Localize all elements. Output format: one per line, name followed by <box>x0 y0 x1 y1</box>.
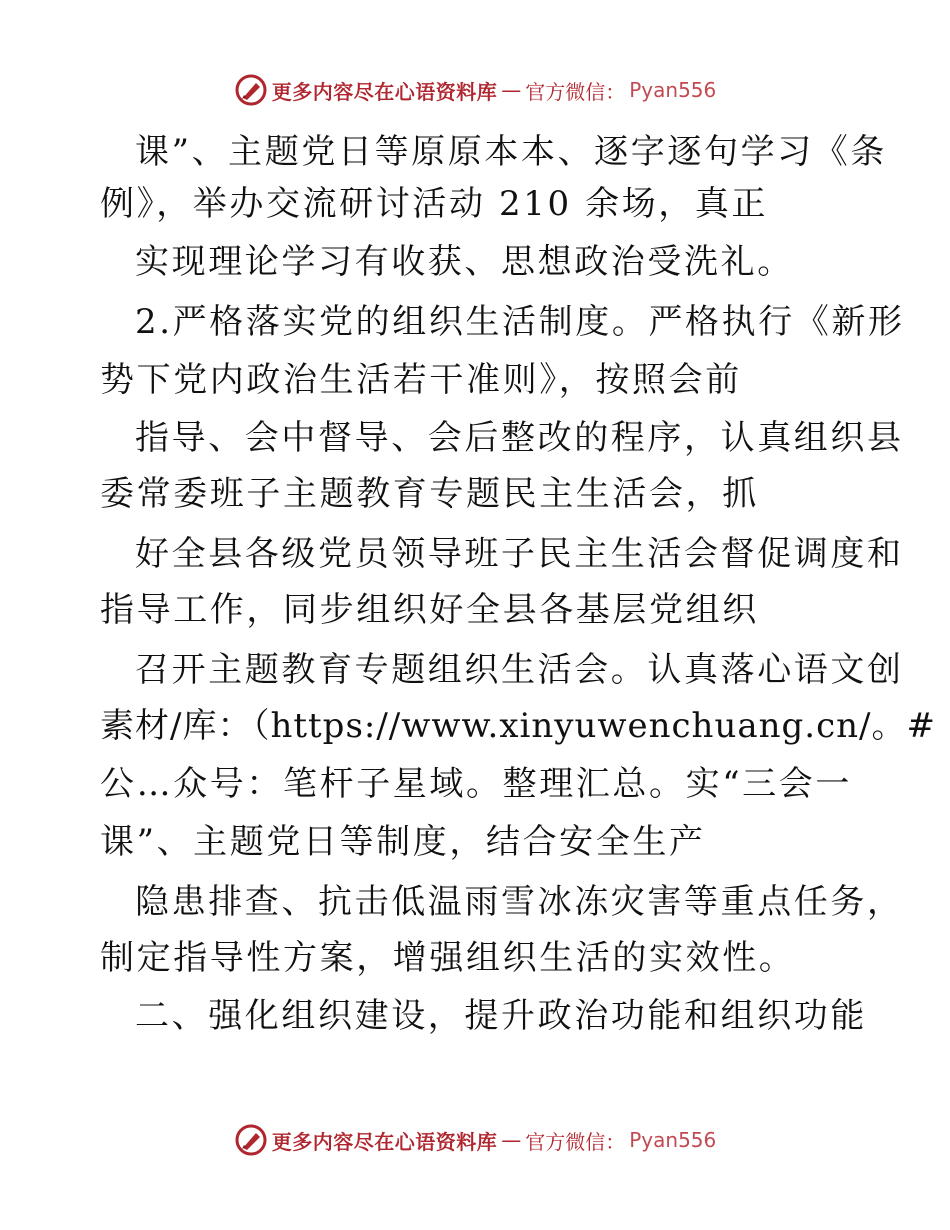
body-line: 指导工作，同步组织好全县各基层党组织 <box>100 590 759 630</box>
watermark-wechat-label: 官方微信： <box>525 1129 626 1154</box>
body-line: 制定指导性方案，增强组织生活的实效性。 <box>100 938 796 978</box>
watermark-text: 更多内容尽在心语资料库 <box>271 79 498 104</box>
header-watermark <box>0 68 950 112</box>
body-line: 实现理论学习有收获、思想政治受洗礼。 <box>135 242 794 282</box>
body-line: 2.严格落实党的组织生活制度。严格执行《新形 <box>135 302 905 342</box>
section-heading: 二、强化组织建设，提升政治功能和组织功能 <box>135 996 867 1036</box>
watermark-wechat-label: 官方微信： <box>525 79 626 104</box>
body-line: 课”、主题党日等原原本本、逐字逐句学习《条 <box>135 132 887 172</box>
watermark-dash: — <box>501 78 522 102</box>
body-line: 公…众号：笔杆子星域。整理汇总。实“三会一 <box>100 764 852 804</box>
pen-logo-icon <box>234 1123 268 1157</box>
body-line: 指导、会中督导、会后整改的程序，认真组织县 <box>135 418 904 458</box>
watermark-text: 更多内容尽在心语资料库 <box>271 1129 498 1154</box>
footer-watermark <box>0 1118 950 1162</box>
body-line: 召开主题教育专题组织生活会。认真落心语文创 <box>135 650 904 690</box>
body-line: 委常委班子主题教育专题民主生活会，抓 <box>100 474 759 514</box>
watermark-wechat-id: Pyan556 <box>629 1128 717 1152</box>
watermark-wechat-id: Pyan556 <box>629 78 717 102</box>
body-line: 例》，举办交流研讨活动 210 余场，真正 <box>100 184 769 224</box>
pen-logo-icon <box>234 73 268 107</box>
watermark-dash: — <box>501 1128 522 1152</box>
body-line: 好全县各级党员领导班子民主生活会督促调度和 <box>135 534 904 574</box>
body-line: 隐患排查、抗击低温雨雪冰冻灾害等重点任务， <box>135 882 904 922</box>
body-line: 素材/库：（https://www.xinyuwenchuang.cn/。# <box>100 706 936 746</box>
body-line: 势下党内政治生活若干准则》，按照会前 <box>100 360 742 400</box>
body-line: 课”、主题党日等制度，结合安全生产 <box>100 822 706 862</box>
